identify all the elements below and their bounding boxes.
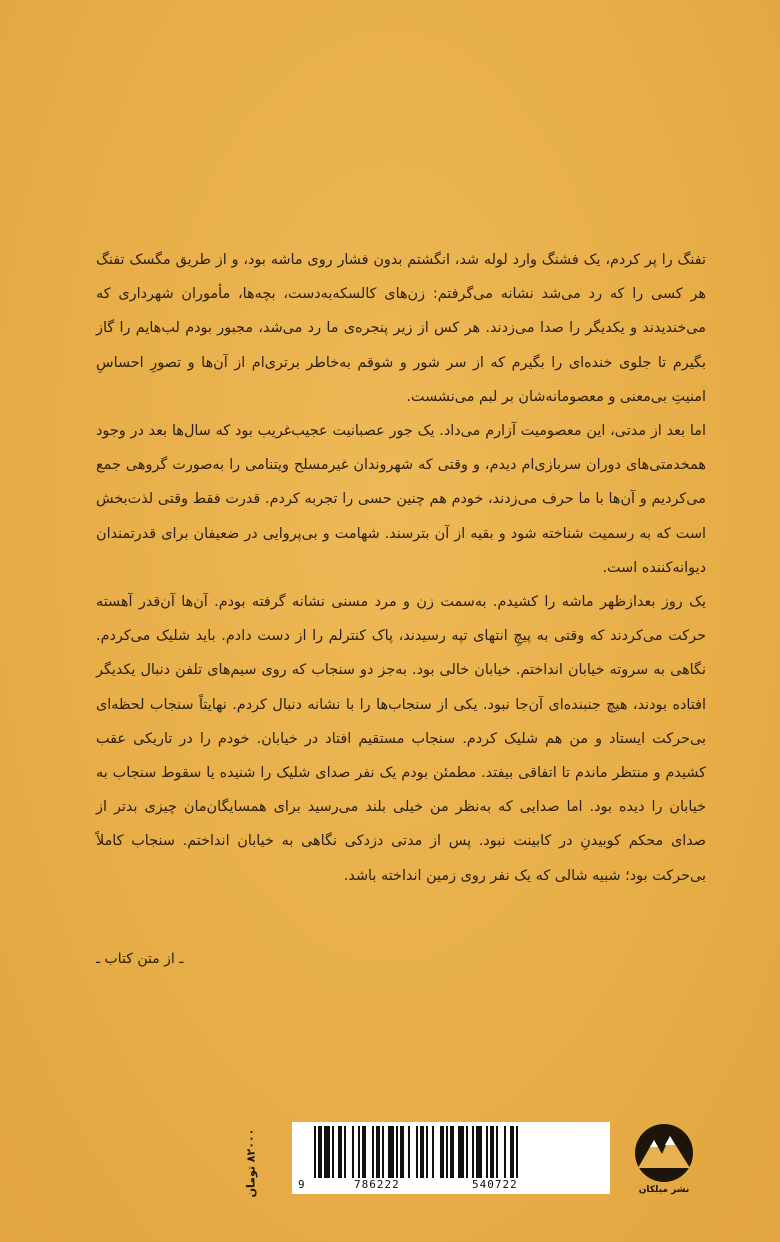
paragraph-1: تفنگ را پر کردم، یک فشنگ وارد لوله شد، انگشتم بدون فشار روی ماشه بود، و از طریق مگسک تفنگ هر کسی را که رد می‌شد نشانه می‌گرفتم: زن‌های کالسکه‌به‌دست، بچه‌ها، مأموران شهرداری که می‌خندیدند و یکدیگر را صدا می‌زدند. هر کس از زیر پنجره‌ی ما رد می‌شد، مجبور بودم لب‌هایم را گاز بگیرم تا جلوی خنده‌ای را بگیرم که از سر شور و شوقم به‌خاطر برتری‌ام از آن‌ها و تصورِ احساسِ امنیتِ بی‌معنی و معصومانه‌شان بر لبم می‌نشست. [96,252,706,405]
excerpt-text [96,243,706,893]
isbn-barcode [292,1122,610,1194]
excerpt-signature: ـ از متن کتاب ـ [96,951,184,967]
barcode-right-digits: 540722 [472,1178,518,1191]
publisher-logo [628,1122,700,1200]
price-label: ۸۲۰۰۰ تومان [244,1128,258,1198]
barcode-bars [314,1126,602,1178]
paragraph-2: اما بعد از مدتی، این معصومیت آزارم می‌داد. یک جور عصبانیت عجیب‌غریب بود که سال‌ها بعد در وجود همخدمتی‌های دوران سربازی‌ام دیدم، و وقتی که شهروندان غیرمسلح ویتنامی را به‌صورت گروهی جمع می‌کردیم و آن‌ها با ما حرف می‌زدند، خودم هم چنین حسی را تجربه کردم. قدرت فقط وقتی لذت‌بخش است که به رسمیت شناخته شود و بقیه از آن بترسند. شهامت و بی‌پروایی در ضعیفان برای قدرتمندان دیوانه‌کننده است. [96,423,706,576]
barcode-digits [292,1178,610,1192]
mountain-logo-icon [628,1122,700,1184]
back-cover-footer [250,1122,700,1200]
barcode-prefix: 9 [298,1178,305,1191]
publisher-name: نشر میلکان [638,1185,690,1195]
paragraph-3: یک روز بعدازظهر ماشه را کشیدم. به‌سمت زن و مرد مسنی نشانه گرفته بودم. آن‌ها آن‌قدر آهسته حرکت می‌کردند که وقتی به پیچِ انتهای تپه رسیدند، پاک کنترلم را از دست دادم. باید شلیک می‌کردم. نگاهی به سروته خیابان انداختم. خیابان خالی بود. به‌جز دو سنجاب که روی سیم‌های تلفن دنبال یکدیگر افتاده بودند، هیچ جنبنده‌ای آن‌جا نبود. یکی از سنجاب‌ها را با نشانه دنبال کردم. نهایتاً سنجاب لحظه‌ای بی‌حرکت ایستاد و من هم شلیک کردم. سنجاب مستقیم افتاد در خیابان. خودم را در تاریکی عقب کشیدم و منتظر ماندم تا اتفاقی بیفتد. مطمئن بودم یک نفر صدای شلیک را شنیده یا سقوط سنجاب به خیابان را دیده بود. اما صدایی که به‌نظر من خیلی بلند می‌رسید برای همسایگان‌مان چیزی بدتر از صدای محکم کوبیدنِ در کابینت نبود. پس از مدتی دزدکی نگاهی به خیابان انداختم. سنجاب کاملاً بی‌حرکت بود؛ شبیه شالی که یک نفر روی زمین انداخته باشد. [96,594,706,884]
barcode-left-digits: 786222 [354,1178,400,1191]
